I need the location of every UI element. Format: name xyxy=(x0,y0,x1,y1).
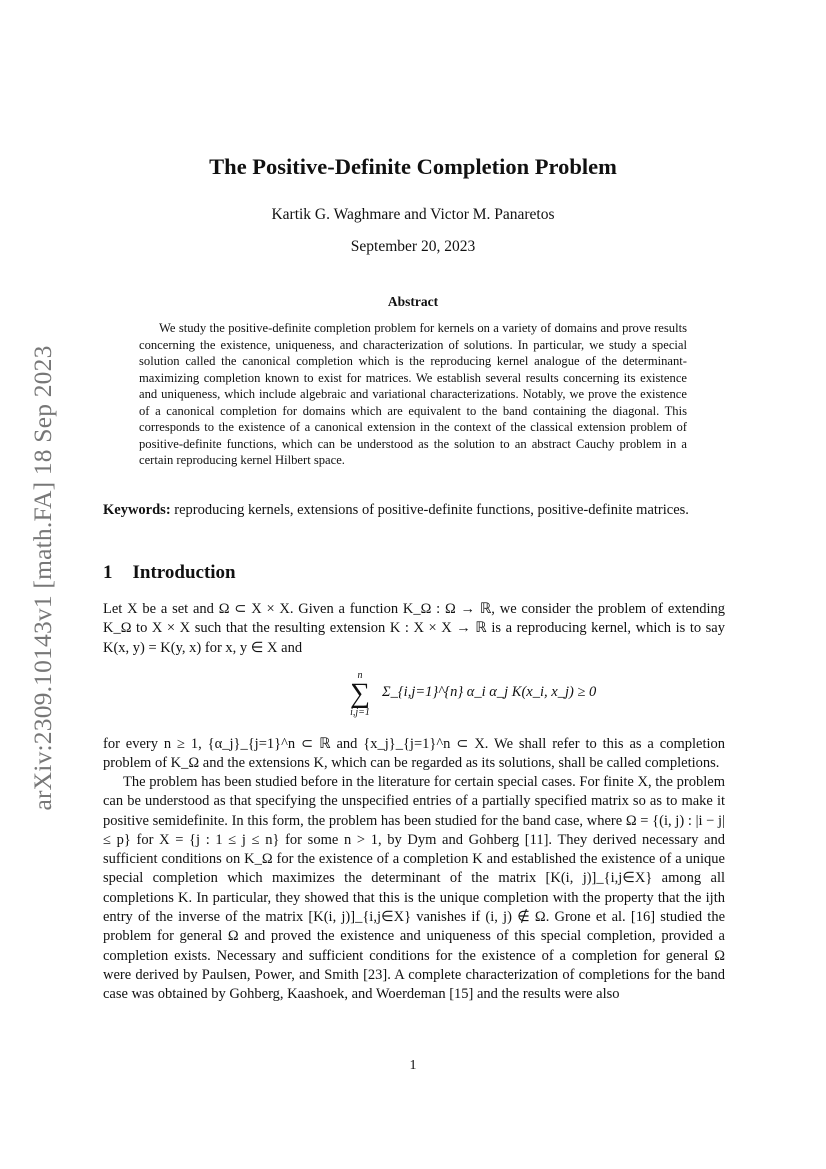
section-number: 1 xyxy=(103,562,113,583)
paper-authors: Kartik G. Waghmare and Victor M. Panaretos xyxy=(271,206,555,223)
summation-symbol: n ∑ i,j=1 xyxy=(350,670,370,718)
arxiv-identifier: arXiv:2309.10143v1 [math.FA] 18 Sep 2023 xyxy=(28,345,57,811)
intro-paragraph-1: Let X be a set and Ω ⊂ X × X. Given a function K_Ω : Ω → ℝ, we consider the problem of extending K_Ω to X × X such that the resulting extension K : X × X → ℝ is a reproducing kernel, which is to say K(x, y) = K(y, x) for x, y ∈ X and xyxy=(103,601,725,656)
intro-paragraph-2: for every n ≥ 1, {α_j}_{j=1}^n ⊂ ℝ and {x_j}_{j=1}^n ⊂ X. We shall refer to this as a completion problem of K_Ω and the extensions K, which can be regarded as its solutions, shall be called completions. xyxy=(103,736,725,772)
arxiv-sidebar xyxy=(18,318,68,838)
paper-title: The Positive-Definite Completion Problem xyxy=(209,154,617,179)
section-title: Introduction xyxy=(132,562,236,583)
intro-paragraph-3: The problem has been studied before in the literature for certain special cases. For finite X, the problem can be understood as that specifying the unspecified entries of a partially specified matrix so as to make it positive semidefinite. In this form, the problem has been studied for the band case, where Ω = {(i, j) : |i − j| ≤ p} for X = {j : 1 ≤ j ≤ n} for some n > 1, by Dym and Gohberg [11]. They derived necessary and sufficient conditions on K_Ω for the existence of a completion K and established the existence of a unique special completion which maximizes the determinant of the matrix [K(i, j)]_{i,j∈X} among all completions K. In particular, they showed that this is the unique completion with the property that the ijth entry of the inverse of the matrix [K(i, j)]_{i,j∈X} vanishes if (i, j) ∉ Ω. Grone et al. [16] studied the problem for general Ω and proved the existence and uniqueness of this special completion, provided a completion exists. Necessary and sufficient conditions for the existence of a completion for general Ω were derived by Paulsen, Power, and Smith [23]. A complete characterization of completions for the band case was obtained by Gohberg, Kaashoek, and Woerdeman [15] and the results were also xyxy=(103,774,725,1003)
abstract-text: We study the positive-definite completion problem for kernels on a variety of domains and prove results concerning the existence, uniqueness, and characterization of solutions. In particular, we study a special solution called the canonical completion which is the reproducing kernel analogue of the determinant-maximizing completion known to exist for matrices. We establish several results concerning its existence and uniqueness, which include algebraic and variational characterizations. Notably, we prove the existence of a canonical completion for domains which are equivalent to the band containing the diagonal. This corresponds to the existence of a canonical extension in the context of the classical extension problem of positive-definite functions, which can be understood as the solution to an abstract Cauchy problem in a certain reproducing kernel Hilbert space. xyxy=(139,321,687,468)
keywords xyxy=(103,500,725,521)
keywords-label: Keywords: xyxy=(103,502,171,518)
section-heading xyxy=(103,562,236,584)
equation-text: Σ_{i,j=1}^{n} α_i α_j K(x_i, x_j) ≥ 0 xyxy=(382,684,597,700)
display-equation xyxy=(0,670,826,724)
abstract-heading: Abstract xyxy=(387,294,439,309)
paper-date: September 20, 2023 xyxy=(350,238,476,255)
page-number: 1 xyxy=(409,1058,417,1073)
keywords-text: reproducing kernels, extensions of positive-definite functions, positive-definite matrices. xyxy=(174,502,689,518)
